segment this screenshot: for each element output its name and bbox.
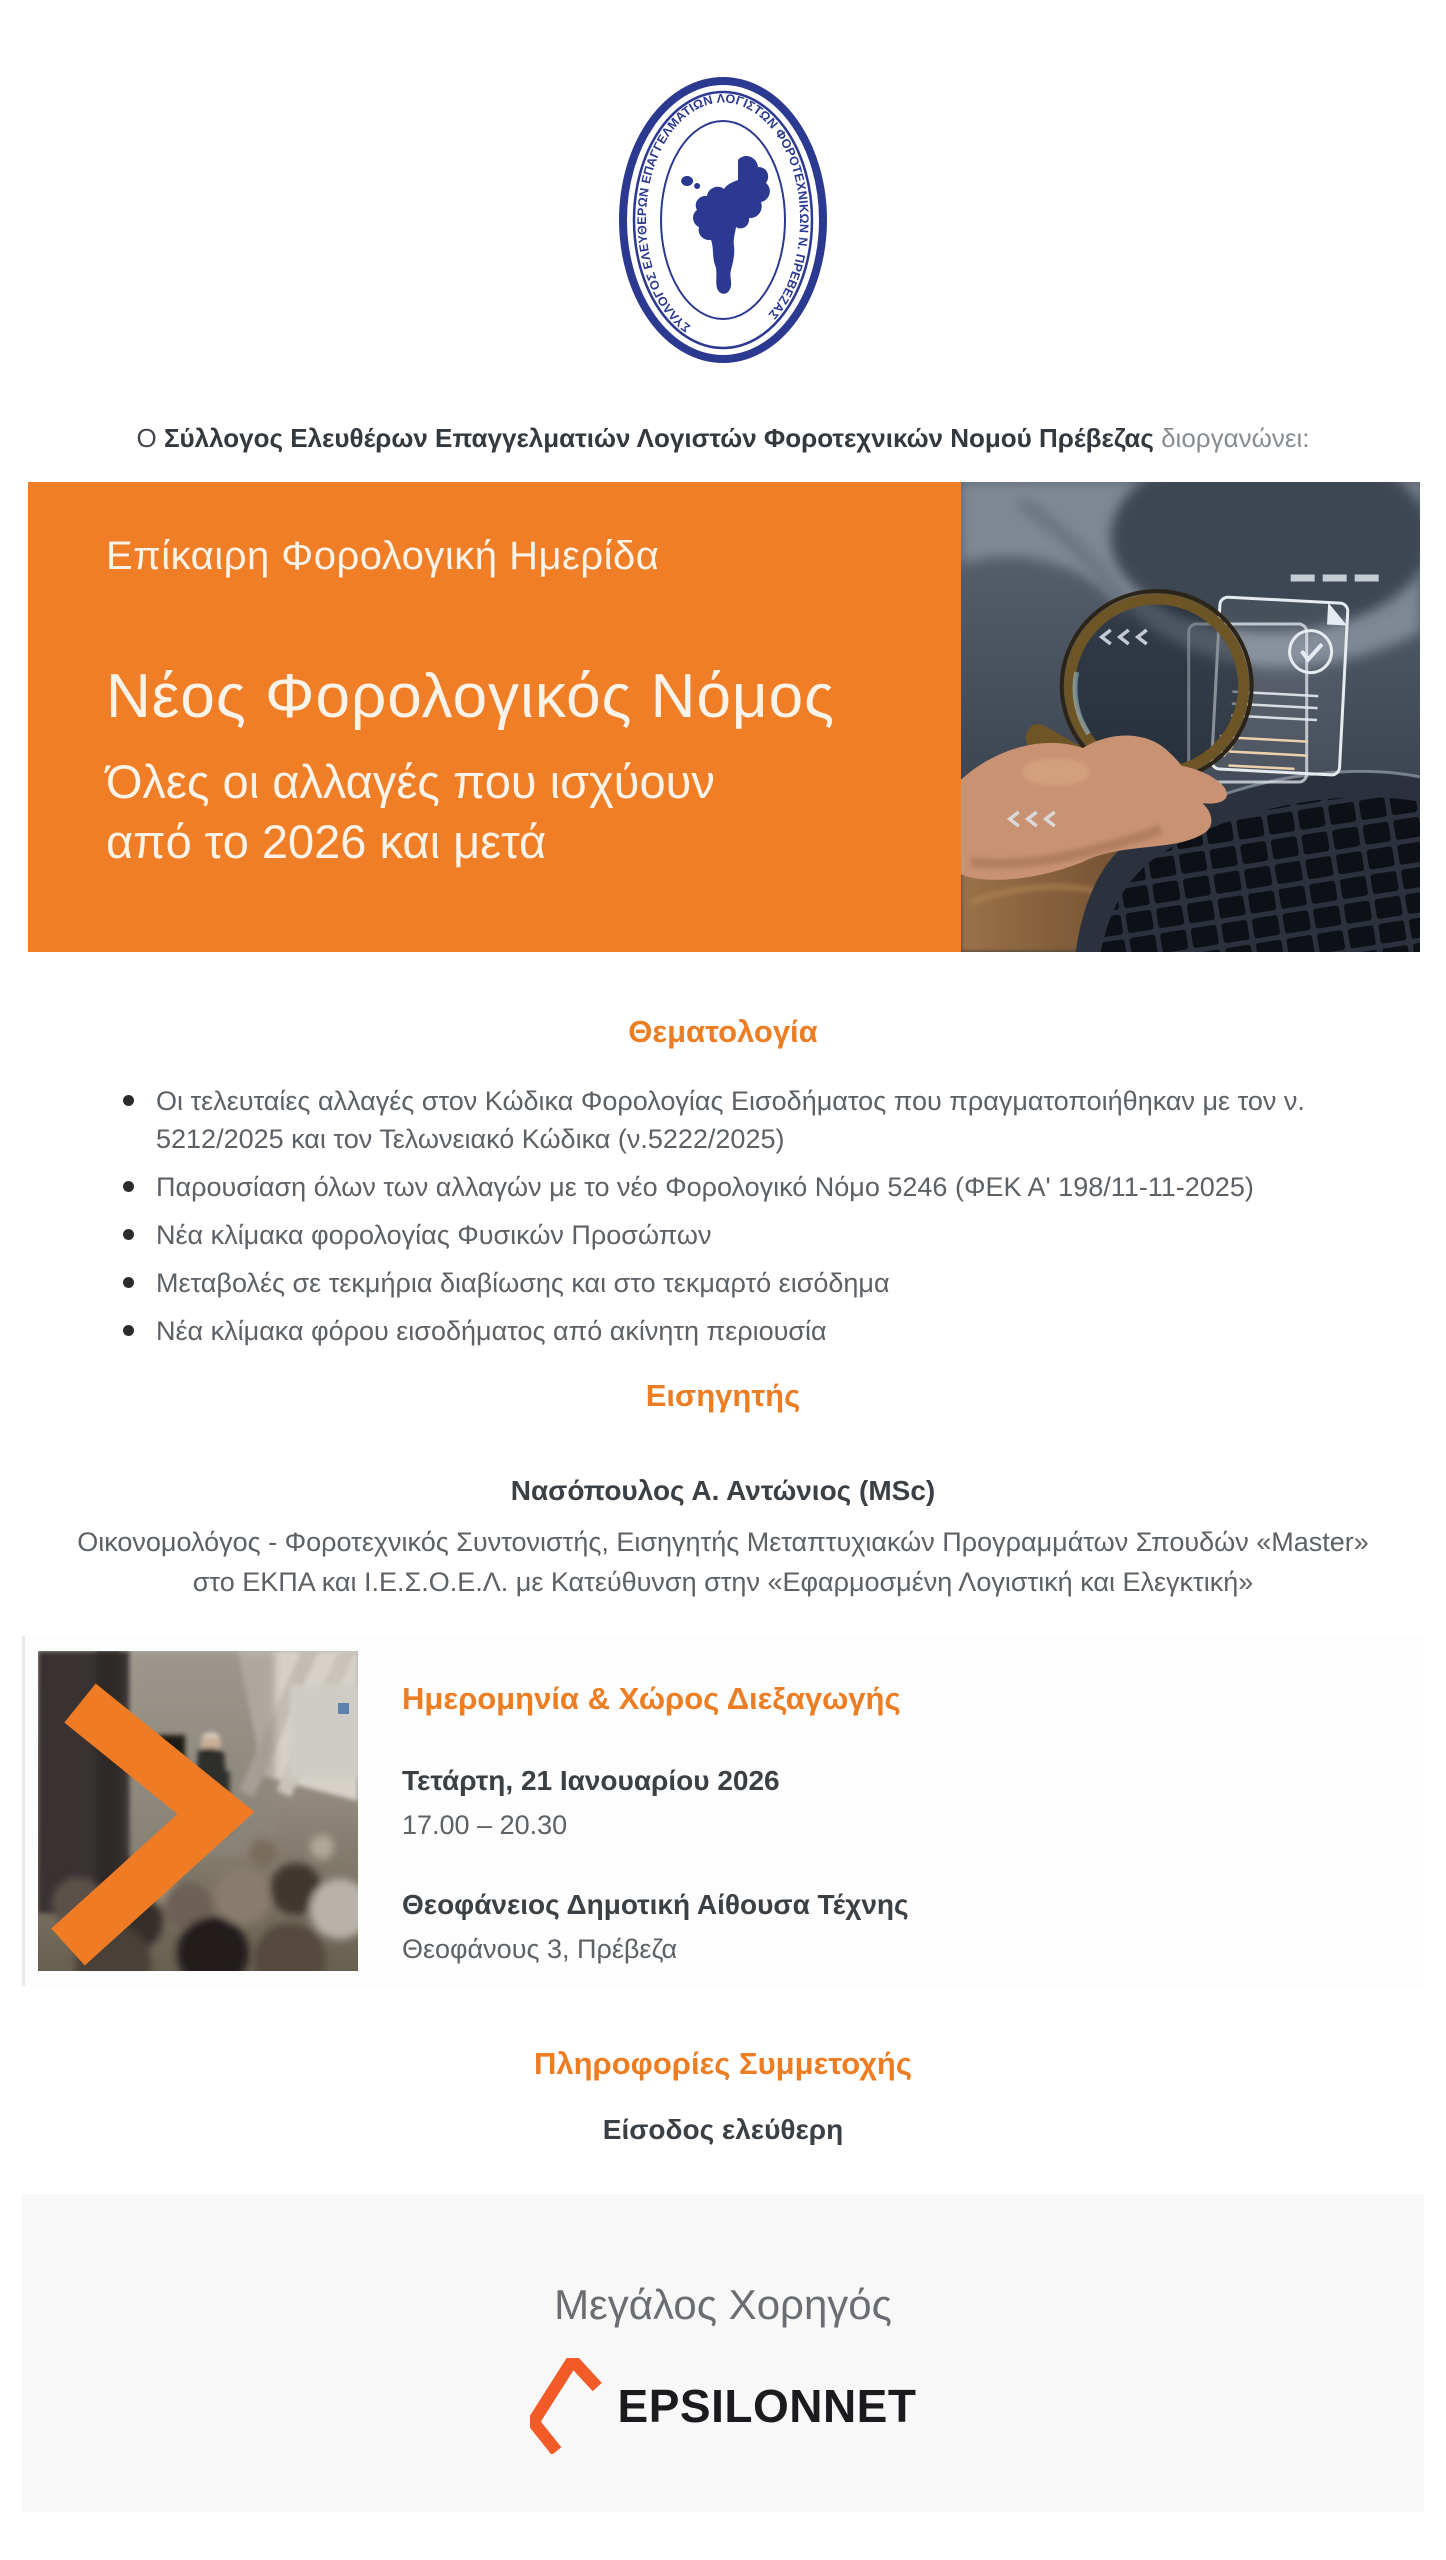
association-logo: [22, 0, 1424, 364]
venue-card: [22, 1636, 1424, 1986]
sponsor-label: Μεγάλος Χορηγός: [554, 2281, 892, 2328]
venue-place: Θεοφάνειος Δημοτική Αίθουσα Τέχνης: [402, 1889, 909, 1920]
intro-line: [22, 420, 1424, 456]
topic-item: Μεταβολές σε τεκμήρια διαβίωσης και στο τεκμαρτό εισόδημα: [118, 1264, 1328, 1302]
hero-banner: [28, 482, 1420, 952]
topics-list: [118, 1082, 1328, 1350]
organization-name: Σύλλογος Ελευθέρων Επαγγελματιών Λογιστών Φοροτεχνικών Νομού Πρέβεζας: [163, 423, 1154, 453]
venue-heading: Ημερομηνία & Χώρος Διεξαγωγής: [402, 1681, 901, 1716]
logo-ring-text: ΣΥΛΛΟΓΟΣ ΕΛΕΥΘΕΡΩΝ ΕΠΑΓΓΕΛΜΑΤΙΩΝ ΛΟΓΙΣΤΩΝ ΦΟΡΟΤΕΧΝΙΚΩΝ Ν. ΠΡΕΒΕΖΑΣ: [634, 91, 812, 335]
hero-title: Νέος Φορολογικός Νόμος: [106, 662, 836, 731]
epsilon-chevron-icon: [530, 2358, 602, 2454]
topic-item: Παρουσίαση όλων των αλλαγών με το νέο Φορολογικό Νόμο 5246 (ΦΕΚ Α' 198/11-11-2025): [118, 1168, 1328, 1206]
venue-date: Τετάρτη, 21 Ιανουαρίου 2026: [402, 1765, 780, 1796]
venue-info: [402, 1651, 909, 1967]
intro-suffix: διοργανώνει:: [1153, 423, 1310, 453]
topic-item: Οι τελευταίες αλλαγές στον Κώδικα Φορολογίας Εισοδήματος που πραγματοποιήθηκαν με τον ν. 5212/2025 και τον Τελωνειακό Κώδικα (ν.5222/2025): [118, 1082, 1328, 1158]
hero-photo: [961, 482, 1420, 952]
topic-item: Νέα κλίμακα φόρου εισοδήματος από ακίνητη περιουσία: [118, 1312, 1328, 1350]
audience-chevron-photo: [38, 1651, 358, 1971]
intro-prefix: Ο: [136, 423, 164, 453]
topic-item: Νέα κλίμακα φορολογίας Φυσικών Προσώπων: [118, 1216, 1328, 1254]
participation-heading: Πληροφορίες Συμμετοχής: [533, 2046, 912, 2081]
topics-heading: Θεματολογία: [628, 1014, 818, 1049]
sponsor-name: EPSILONNET: [617, 2380, 917, 2432]
speaker-bio: Οικονομολόγος - Φοροτεχνικός Συντονιστής, Εισηγητής Μεταπτυχιακών Προγραμμάτων Σπουδών «Master» στο ΕΚΠΑ και Ι.Ε.Σ.Ο.Ε.Λ. με Κατεύθυνση στην «Εφαρμοσμένη Λογιστική και Ελεγκτική»: [77, 1527, 1369, 1597]
venue-address: Θεοφάνους 3, Πρέβεζα: [402, 1934, 678, 1964]
email-page: [22, 0, 1424, 2512]
association-seal-icon: [617, 76, 829, 364]
hero-text-panel: [28, 482, 961, 952]
hero-eyebrow: Επίκαιρη Φορολογική Ημερίδα: [106, 534, 660, 578]
sponsor-footer: [22, 2194, 1424, 2512]
participation-note: Είσοδος ελεύθερη: [602, 2114, 844, 2145]
sponsor-logo: [22, 2358, 1424, 2454]
venue-time: 17.00 – 20.30: [402, 1810, 568, 1840]
magnifier-laptop-photo: [961, 482, 1420, 952]
conference-photo: [38, 1651, 358, 1971]
speaker-heading: Εισηγητής: [645, 1378, 801, 1413]
hero-subtitle: Όλες οι αλλαγές που ισχύουν από το 2026 και μετά: [106, 755, 715, 868]
speaker-name: Νασόπουλος Α. Αντώνιος (MSc): [510, 1475, 936, 1506]
